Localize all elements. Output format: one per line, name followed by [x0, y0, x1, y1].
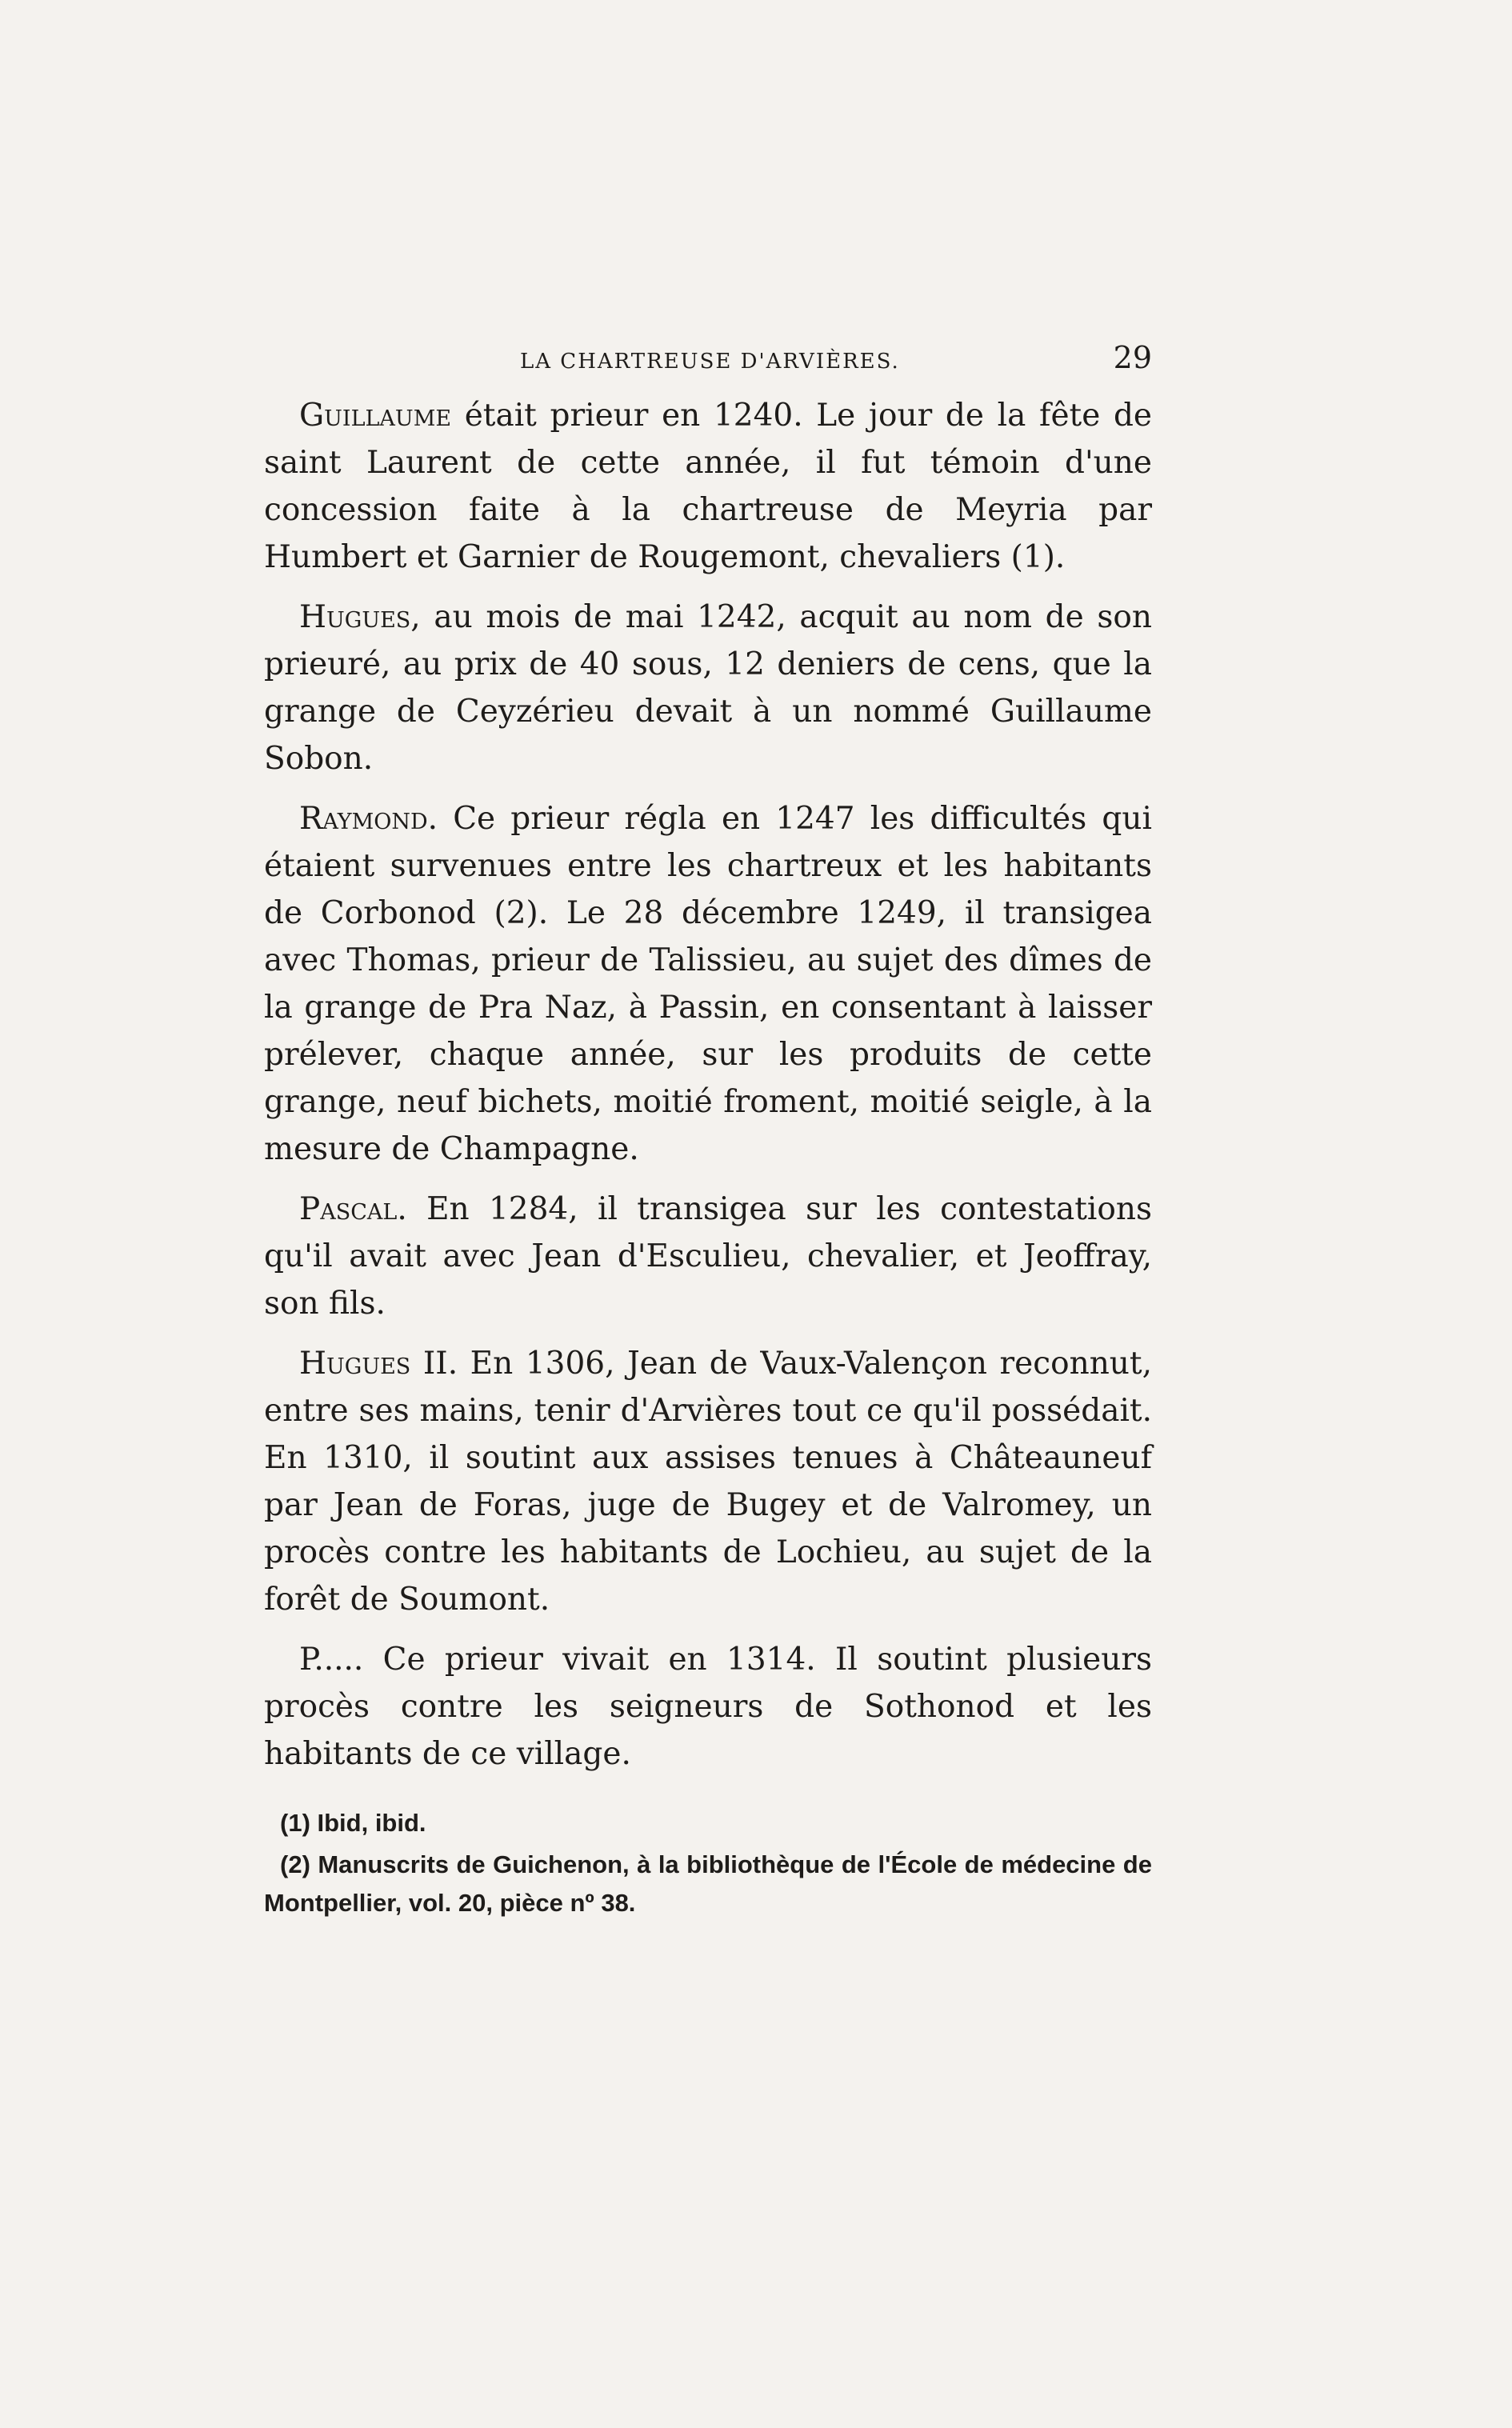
- paragraph-raymond: [264, 795, 1152, 1173]
- body-text: [264, 392, 1152, 1778]
- paragraph-text: . En 1284, il transigea sur les contestations qu'il avait avec Jean d'Esculieu, chevalier, et Jeoffray, son fils.: [264, 1191, 1152, 1322]
- paragraph-text: P..... Ce prieur vivait en 1314. Il soutint plusieurs procès contre les seigneurs de Sothonod et les habitants de ce village.: [264, 1642, 1152, 1772]
- footnote-1: (1) Ibid, ibid.: [280, 1809, 426, 1837]
- paragraph-text: , au mois de mai 1242, acquit au nom de son prieuré, au prix de 40 sous, 12 deniers de cens, que la grange de Ceyzérieu devait à un nommé Guillaume Sobon.: [264, 599, 1152, 777]
- prior-name: Guillaume: [299, 398, 452, 434]
- paragraph-p: [264, 1636, 1152, 1778]
- prior-name: Raymond: [299, 801, 428, 837]
- paragraph-guillaume: [264, 392, 1152, 581]
- running-title: LA CHARTREUSE D'ARVIÈRES.: [520, 350, 900, 374]
- prior-name: Hugues: [299, 599, 411, 635]
- paragraph-text: II. En 1306, Jean de Vaux-Valençon reconnut, entre ses mains, tenir d'Arvières tout ce qu'il possédait. En 1310, il soutint aux assises tenues à Châteauneuf par Jean de Foras, juge de Bugey et de Valromey, un procès contre les habitants de Lochieu, au sujet de la forêt de Soumont.: [264, 1346, 1152, 1618]
- paragraph-text: était prieur en 1240. Le jour de la fête de saint Laurent de cette année, il fut témoin d'une concession faite à la chartreuse de Meyria par Humbert et Garnier de Rougemont, chevaliers (1).: [264, 398, 1152, 575]
- prior-name: Pascal: [299, 1191, 398, 1227]
- paragraph-hugues-ii: [264, 1340, 1152, 1623]
- paragraph-hugues: [264, 594, 1152, 782]
- footnote-2: (2) Manuscrits de Guichenon, à la bibliothèque de l'École de médecine de Montpellier, vol. 20, pièce nº 38.: [264, 1850, 1152, 1917]
- paragraph-pascal: [264, 1186, 1152, 1327]
- footnotes: [264, 1804, 1152, 1922]
- page-number: 29: [1113, 340, 1152, 375]
- prior-name: Hugues: [299, 1346, 411, 1382]
- page-header: [264, 340, 1152, 388]
- paragraph-text: . Ce prieur régla en 1247 les difficultés qui étaient survenues entre les chartreux et les habitants de Corbonod (2). Le 28 décembre 1249, il transigea avec Thomas, prieur de Talissieu, au sujet des dîmes de la grange de Pra Naz, à Passin, en consentant à laisser prélever, chaque année, sur les produits de cette grange, neuf bichets, moitié froment, moitié seigle, à la mesure de Champagne.: [264, 801, 1152, 1167]
